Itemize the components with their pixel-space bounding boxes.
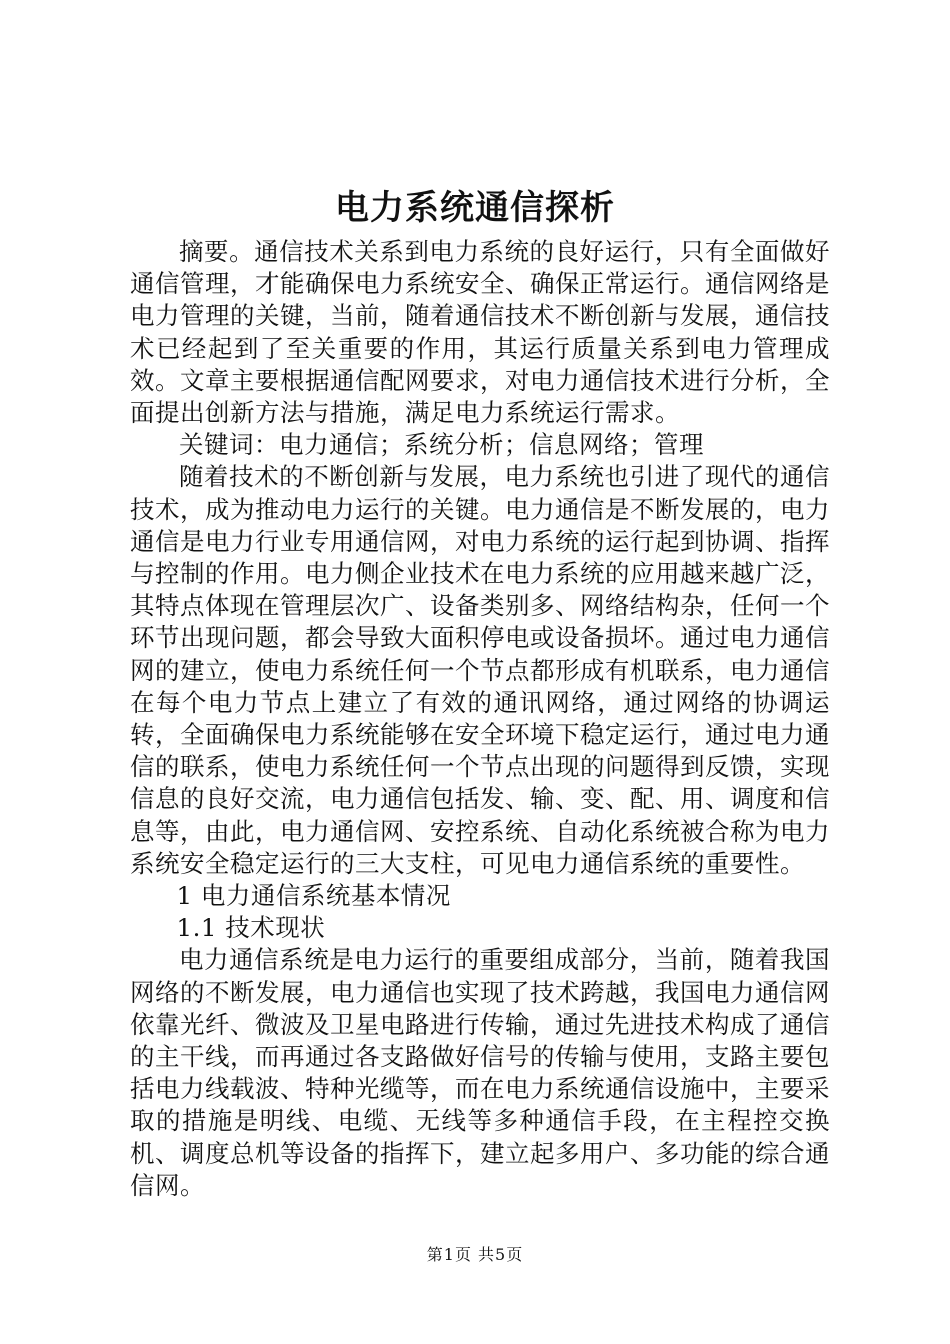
document-title: 电力系统通信探析	[335, 188, 615, 228]
subsection-heading: 1.1 技术现状	[176, 913, 326, 943]
document-body	[130, 236, 830, 1202]
page-footer: 第1页 共5页	[426, 1245, 524, 1264]
body-paragraph: 电力通信系统是电力运行的重要组成部分，当前，随着我国网络的不断发展，电力通信也实现了技术跨越，我国电力通信网依靠光纤、微波及卫星电路进行传输，通过先进技术构成了通信的主干线，而再通过各支路做好信号的传输与使用，支路主要包括电力线载波、特种光缆等，而在电力系统通信设施中，主要采取的措施是明线、电缆、无线等多种通信手段，在主程控交换机、调度总机等设备的指挥下，建立起多用户、多功能的综合通信网。	[130, 945, 830, 1200]
section-heading: 1 电力通信系统基本情况	[176, 881, 451, 911]
intro-paragraph: 随着技术的不断创新与发展，电力系统也引进了现代的通信技术，成为推动电力运行的关键。电力通信是不断发展的，电力通信是电力行业专用通信网，对电力系统的运行起到协调、指挥与控制的作用。电力侧企业技术在电力系统的应用越来越广泛，其特点体现在管理层次广、设备类别多、网络结构杂，任何一个环节出现问题，都会导致大面积停电或设备损坏。通过电力通信网的建立，使电力系统任何一个节点都形成有机联系，电力通信在每个电力节点上建立了有效的通讯网络，通过网络的协调运转，全面确保电力系统能够在安全环境下稳定运行，通过电力通信的联系，使电力系统任何一个节点出现的问题得到反馈，实现信息的良好交流，电力通信包括发、输、变、配、用、调度和信息等，由此，电力通信网、安控系统、自动化系统被合称为电力系统安全稳定运行的三大支柱，可见电力通信系统的重要性。	[130, 462, 830, 878]
keywords-paragraph: 关键词：电力通信；系统分析；信息网络；管理	[179, 430, 704, 460]
abstract-paragraph: 摘要。通信技术关系到电力系统的良好运行，只有全面做好通信管理，才能确保电力系统安全、确保正常运行。通信网络是电力管理的关键，当前，随着通信技术不断创新与发展，通信技术已经起到了至关重要的作用，其运行质量关系到电力管理成效。文章主要根据通信配网要求，对电力通信技术进行分析，全面提出创新方法与措施，满足电力系统运行需求。	[130, 237, 830, 428]
